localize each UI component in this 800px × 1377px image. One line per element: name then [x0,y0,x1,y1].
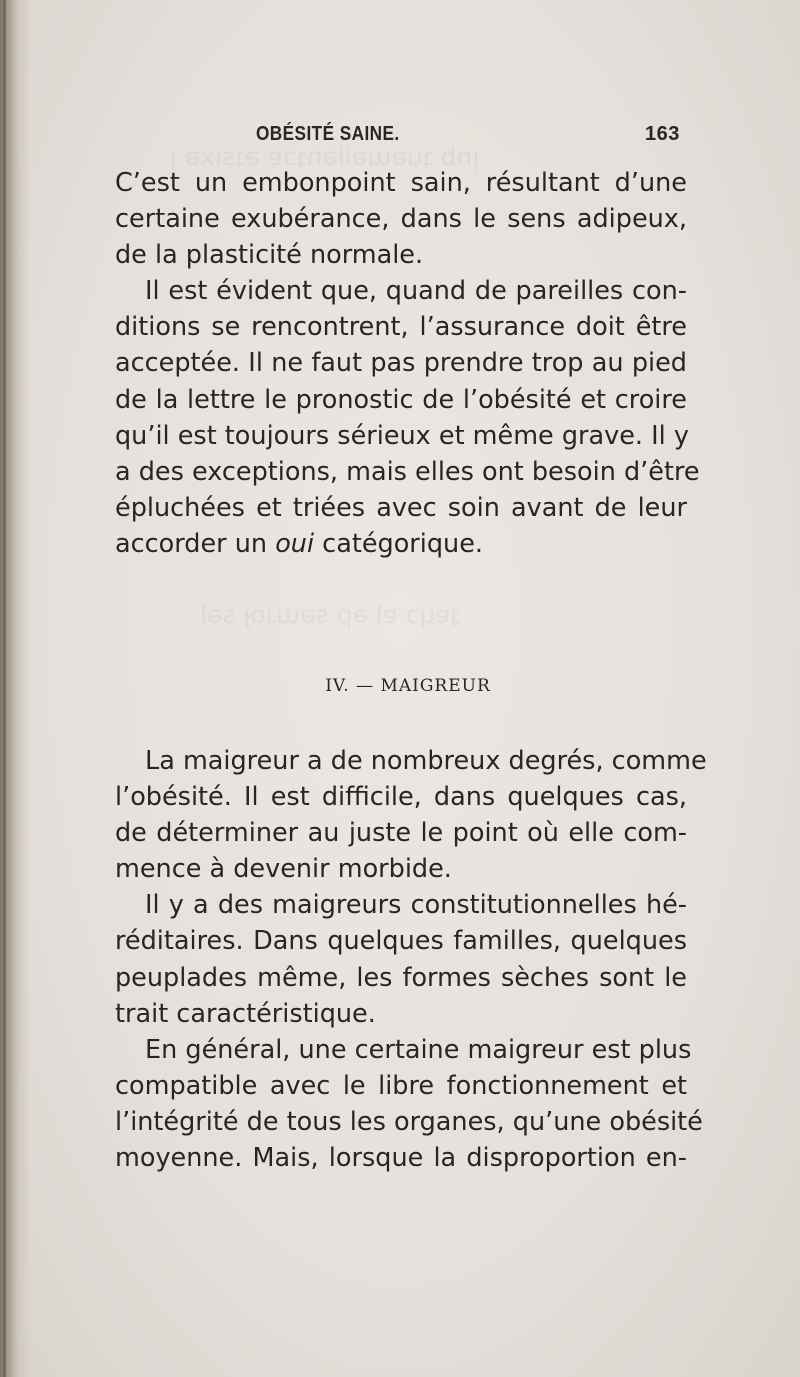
text-line: réditaires. Dans quelques familles, quelques [115,926,687,957]
section-heading-text: IV. — MAIGREUR [325,676,491,696]
text-span: accorder un [115,528,276,559]
text-span: catégorique. [314,528,483,559]
text-line: C’est un embonpoint sain, résultant d’une [115,168,687,198]
text-line: l’obésité. Il est difficile, dans quelques cas, [115,782,687,813]
text-block-obesite [115,165,700,562]
text-line: épluchées et triées avec soin avant de leur [115,492,687,523]
text-line: trait caractéristique. [115,998,376,1029]
paragraph-start: Il est évident que, quand de pareilles con- [145,276,687,307]
text-line: moyenne. Mais, lorsque la disproportion en- [115,1143,687,1174]
text-line: de déterminer au juste le point où elle com- [115,818,687,849]
text-line: l’intégrité de tous les organes, qu’une obésité [115,1106,703,1137]
running-title: OBÉSITÉ SAINE. [256,123,400,145]
text-line: ditions se rencontrent, l’assurance doit être [115,312,687,343]
text-line: a des exceptions, mais elles ont besoin d’être [115,456,700,487]
text-line-with-italic [115,526,687,562]
italic-word: oui [275,528,315,559]
text-line: mence à devenir morbide. [115,854,452,885]
running-head [0,117,800,147]
section-heading [0,676,800,696]
text-line: acceptée. Il ne faut pas prendre trop au pied [115,348,687,379]
text-line: de la lettre le pronostic de l’obésité et croire [115,384,687,415]
show-through-text-2: ʇɐɥɔ ɐl ǝp sǝɯɹoɟ sǝl [200,600,461,629]
text-line: de la plasticité normale. [115,240,424,271]
page-number: 163 [645,123,680,145]
paragraph-start: La maigreur a de nombreux degrés, comme [145,746,707,776]
text-line: peuplades même, les formes sèches sont le [115,962,687,993]
paragraph-start: Il y a des maigreurs constitutionnelles hé- [145,890,687,921]
text-line: compatible avec le libre fonctionnement et [115,1070,687,1101]
paragraph-start: En général, une certaine maigreur est plus [145,1034,692,1065]
text-line: qu’il est toujours sérieux et même grave. Il y [115,420,689,451]
text-line: certaine exubérance, dans le sens adipeux, [115,204,687,235]
text-block-maigreur [115,743,707,1176]
show-through-text: ᴉnb ʇuǝɯǝllǝnʇɔɐ ǝʇsᴉxǝ ᴉ [170,142,480,171]
